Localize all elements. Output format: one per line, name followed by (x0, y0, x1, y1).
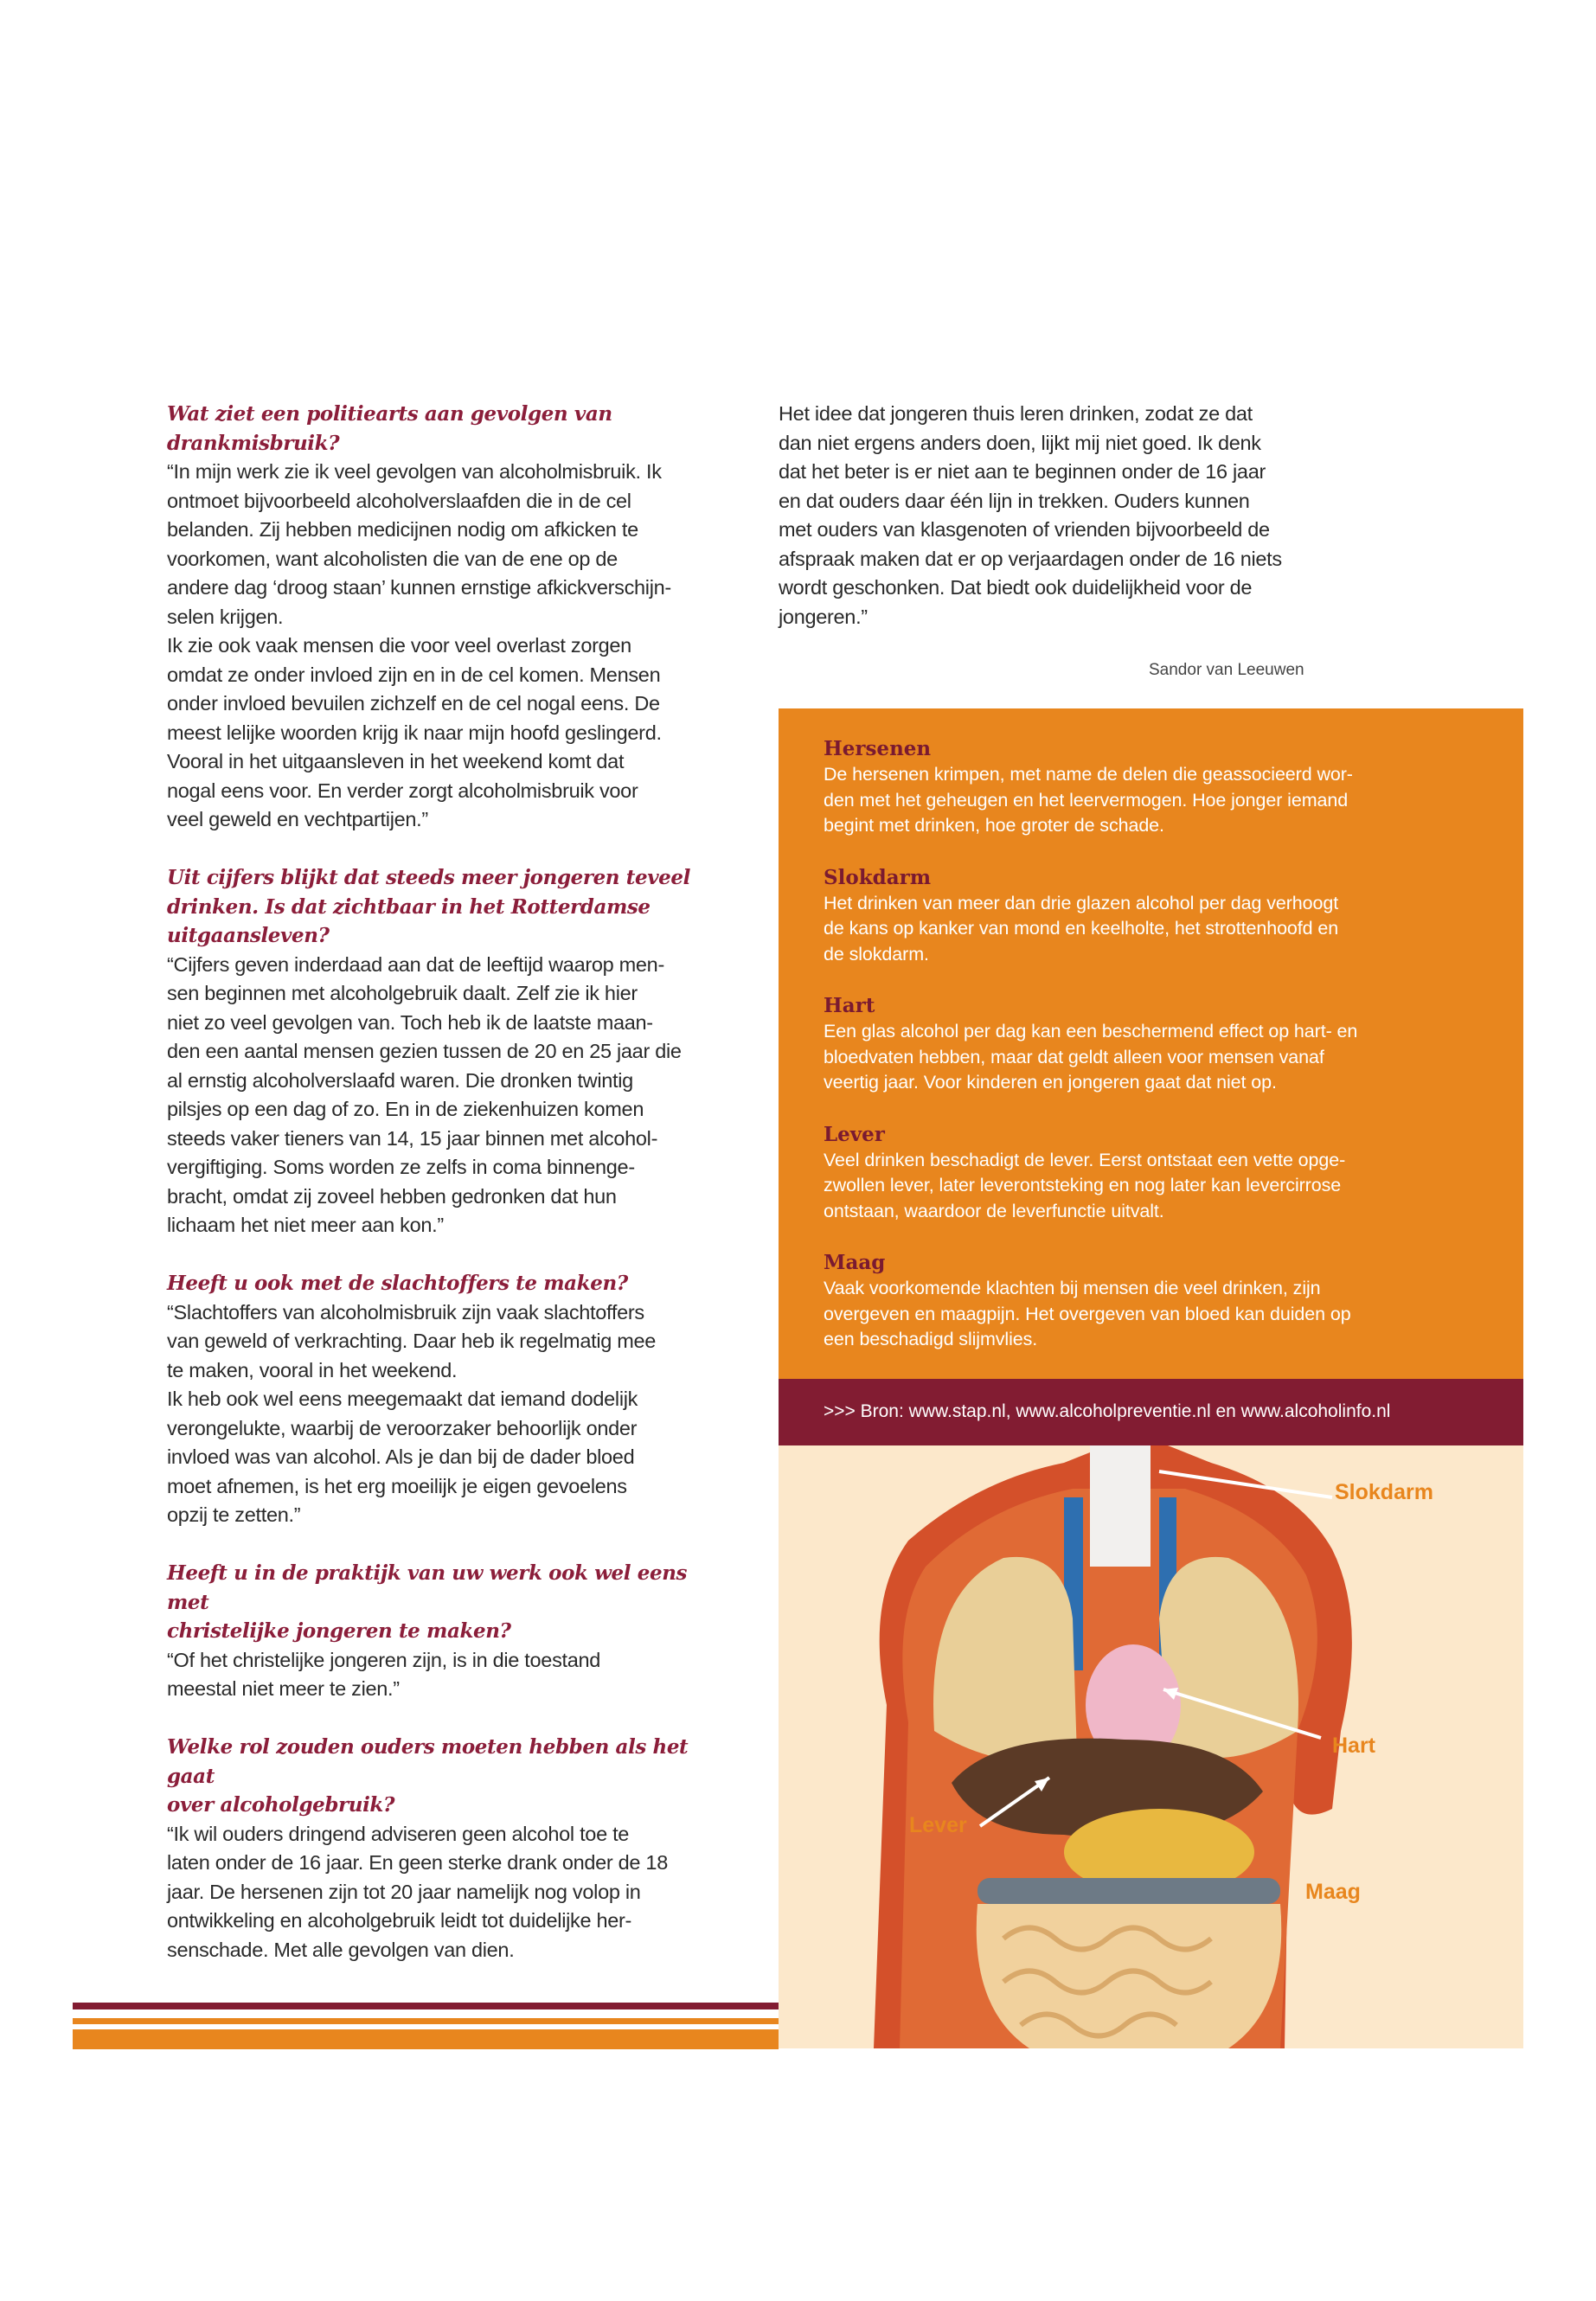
decor-stripe-maroon (73, 2003, 779, 2009)
answer-line: onder invloed bevuilen zichzelf en de cel nogal eens. De (167, 692, 660, 715)
question-line: Uit cijfers blijkt dat steeds meer jongeren teveel (167, 866, 690, 889)
source-text: >>> Bron: www.stap.nl, www.alcoholpreventie.nl en www.alcoholinfo.nl (824, 1401, 1391, 1421)
organ-section (824, 865, 1507, 968)
organ-title: Hersenen (824, 737, 932, 760)
question-line: Heeft u ook met de slachtoffers te maken? (167, 1272, 628, 1295)
question-line: Wat ziet een politiearts aan gevolgen van (167, 402, 612, 426)
answer-line: steeds vaker tieners van 14, 15 jaar binnen met alcohol- (167, 1126, 658, 1150)
answer-line: Vooral in het uitgaansleven in het weekend komt dat (167, 750, 625, 772)
answer-line: meestal niet meer te zien.” (167, 1677, 400, 1700)
author-signature: Sandor van Leeuwen (1149, 661, 1304, 679)
organ-section (824, 736, 1507, 839)
question-line: christelijke jongeren te maken? (167, 1619, 511, 1643)
organ-text-line: bloedvaten hebben, maar dat geldt alleen voor mensen vanaf (824, 1046, 1324, 1067)
answer-line: moet afnemen, is het erg moeilijk je eigen gevoelens (167, 1474, 627, 1497)
answer-line: vergiftiging. Soms worden ze zelfs in coma binnenge- (167, 1156, 635, 1178)
answer-line: bracht, omdat zij zoveel hebben gedronken dat hun (167, 1184, 617, 1208)
organ-title: Maag (824, 1251, 886, 1274)
answer-line: sen beginnen met alcoholgebruik daalt. Zelf zie ik hier (167, 982, 638, 1004)
organ-section (824, 1250, 1507, 1353)
organ-text-line: overgeven en maagpijn. Het overgeven van bloed kan duiden op (824, 1303, 1351, 1324)
answer-line: jaar. De hersenen zijn tot 20 jaar namelijk nog volop in (167, 1880, 641, 1903)
answer-line: selen krijgen. (167, 605, 284, 628)
answer-line: omdat ze onder invloed zijn en in de cel komen. Mensen (167, 663, 661, 686)
question-line: drinken. Is dat zichtbaar in het Rotterdamse (167, 894, 651, 919)
organ-text-line: Veel drinken beschadigt de lever. Eerst ontstaat een vette opge- (824, 1149, 1346, 1170)
organ-text-line: zwollen lever, later leverontsteking en nog later kan levercirrose (824, 1175, 1342, 1195)
answer-line: verongelukte, waarbij de veroorzaker behoorlijk onder (167, 1416, 638, 1439)
organ-text-line: een beschadigd slijmvlies. (824, 1329, 1038, 1349)
answer-line: senschade. Met alle gevolgen van dien. (167, 1938, 515, 1961)
torso-model-image (779, 1445, 1523, 2048)
label-hart: Hart (1332, 1734, 1376, 1758)
answer-line: “Ik wil ouders dringend adviseren geen alcohol toe te (167, 1822, 630, 1845)
answer-line: voorkomen, want alcoholisten die van de ene op de (167, 547, 618, 570)
answer-line: Het idee dat jongeren thuis leren drinken, zodat ze dat (779, 402, 1253, 425)
answer-line: lichaam het niet meer aan kon.” (167, 1214, 444, 1236)
organ-effects-box (779, 708, 1523, 1379)
question-line: over alcoholgebruik? (167, 1793, 395, 1817)
answer-line: Ik zie ook vaak mensen die voor veel overlast zorgen (167, 634, 631, 657)
answer-line: nogal eens voor. En verder zorgt alcoholmisbruik voor (167, 779, 638, 802)
answer-line: “In mijn werk zie ik veel gevolgen van alcoholmisbruik. Ik (167, 460, 662, 483)
answer-line: met ouders van klasgenoten of vrienden bijvoorbeeld de (779, 518, 1270, 541)
answer-line: te maken, vooral in het weekend. (167, 1358, 458, 1381)
organ-title: Hart (824, 994, 875, 1017)
organ-title: Slokdarm (824, 865, 932, 889)
organ-text-line: Het drinken van meer dan drie glazen alcohol per dag verhoogt (824, 892, 1339, 913)
interview-column (167, 400, 721, 1994)
answer-line: veel geweld en vechtpartijen.” (167, 808, 428, 830)
organ-text-line: veertig jaar. Voor kinderen en jongeren gaat dat niet op. (824, 1072, 1277, 1093)
organ-text-line: de kans op kanker van mond en keelholte, het strottenhoofd en (824, 918, 1339, 939)
question-line: drankmisbruik? (167, 431, 340, 455)
question-line: Heeft u in de praktijk van uw werk ook wel eens met (167, 1561, 688, 1614)
organ-text-line: De hersenen krimpen, met name de delen die geassocieerd wor- (824, 764, 1353, 785)
answer-line: andere dag ‘droog staan’ kunnen ernstige afkickverschijn- (167, 576, 671, 599)
organ-text-line: Vaak voorkomende klachten bij mensen die veel drinken, zijn (824, 1278, 1321, 1298)
organ-text-line: den met het geheugen en het leervermogen. Hoe jonger iemand (824, 789, 1349, 811)
organ-title: Lever (824, 1122, 885, 1146)
answer-line: laten onder de 16 jaar. En geen sterke drank onder de 18 (167, 1851, 668, 1874)
source-bar (779, 1379, 1523, 1445)
answer-line: afspraak maken dat er op verjaardagen onder de 16 niets (779, 547, 1282, 570)
question-line: uitgaansleven? (167, 924, 330, 947)
organ-text-line: Een glas alcohol per dag kan een beschermend effect op hart- en (824, 1021, 1358, 1042)
answer-line: niet zo veel gevolgen van. Toch heb ik de laatste maan- (167, 1010, 653, 1034)
answer-line: van geweld of verkrachting. Daar heb ik regelmatig mee (167, 1330, 657, 1352)
decor-stripe-orange-thin (73, 2018, 779, 2024)
answer-line: meest lelijke woorden krijg ik naar mijn hoofd geslingerd. (167, 721, 662, 744)
organ-section (824, 1122, 1507, 1225)
question-line: Welke rol zouden ouders moeten hebben als het gaat (167, 1735, 689, 1788)
answer-line: “Cijfers geven inderdaad aan dat de leeftijd waarop men- (167, 952, 664, 976)
answer-line: dat het beter is er niet aan te beginnen onder de 16 jaar (779, 460, 1266, 483)
label-lever: Lever (909, 1813, 967, 1837)
answer-line: “Slachtoffers van alcoholmisbruik zijn vaak slachtoffers (167, 1300, 644, 1324)
organ-section (824, 993, 1507, 1096)
answer-line: belanden. Zij hebben medicijnen nodig om afkicken te (167, 518, 638, 541)
organ-text-line: begint met drinken, hoe groter de schade. (824, 815, 1164, 836)
answer-line: jongeren.” (779, 605, 868, 628)
answer-line: ontwikkeling en alcoholgebruik leidt tot duidelijke her- (167, 1909, 632, 1932)
answer-line: invloed was van alcohol. Als je dan bij de dader bloed (167, 1445, 635, 1468)
answer-line: Ik heb ook wel eens meegemaakt dat iemand dodelijk (167, 1388, 638, 1410)
label-maag: Maag (1305, 1880, 1361, 1904)
anatomy-illustration (779, 1445, 1523, 2048)
interview-section (167, 1269, 721, 1530)
answer-line: ontmoet bijvoorbeeld alcoholverslaafden die in de cel (167, 489, 631, 512)
interview-section (167, 1733, 721, 1965)
answer-line: pilsjes op een dag of zo. En in de ziekenhuizen komen (167, 1098, 644, 1120)
organ-text-line: ontstaan, waardoor de leverfunctie uitvalt. (824, 1200, 1164, 1221)
label-slokdarm: Slokdarm (1335, 1480, 1433, 1504)
answer-line: al ernstig alcoholverslaafd waren. Die dronken twintig (167, 1068, 633, 1092)
answer-line: wordt geschonken. Dat biedt ook duidelijkheid voor de (779, 576, 1253, 599)
answer-line: opzij te zetten.” (167, 1503, 301, 1526)
answer-line: “Of het christelijke jongeren zijn, is in die toestand (167, 1648, 601, 1671)
interview-section (167, 400, 721, 835)
decor-stripe-orange-thick (73, 2029, 779, 2049)
interview-section (167, 1559, 721, 1704)
answer-line: den een aantal mensen gezien tussen de 20 en 25 jaar die (167, 1040, 682, 1062)
interview-continuation (779, 400, 1315, 631)
organ-text-line: de slokdarm. (824, 943, 929, 965)
interview-section (167, 863, 721, 1240)
answer-line: en dat ouders daar één lijn in trekken. Ouders kunnen (779, 489, 1250, 512)
answer-line: dan niet ergens anders doen, lijkt mij niet goed. Ik denk (779, 431, 1261, 454)
